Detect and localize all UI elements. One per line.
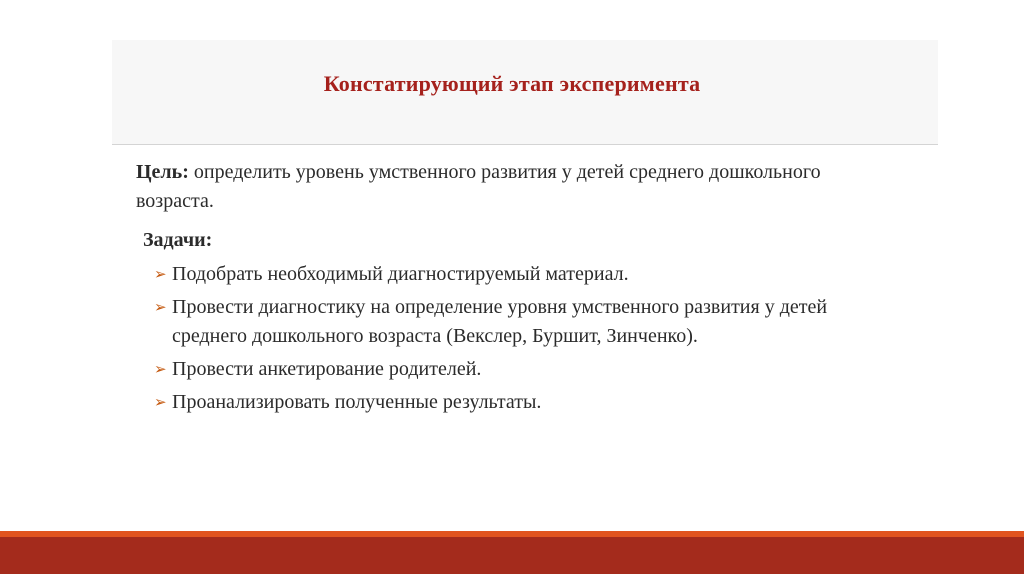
footer-bar [0, 537, 1024, 574]
goal-text: определить уровень умственного развития у детей среднего дошкольного возраста. [136, 161, 821, 212]
arrow-bullet-icon: ➢ [154, 298, 167, 316]
goal-paragraph [136, 158, 896, 216]
task-text: Подобрать необходимый диагностируемый материал. [172, 263, 629, 285]
task-item [154, 355, 854, 384]
goal-label: Цель: [136, 161, 189, 183]
arrow-bullet-icon: ➢ [154, 393, 167, 411]
slide-title: Констатирующий этап эксперимента [323, 71, 701, 96]
task-text: Провести диагностику на определение уровня умственного развития у детей среднего дошкольного возраста (Векслер, Буршит, Зинченко). [172, 296, 828, 347]
task-list [154, 260, 854, 421]
task-item [154, 293, 854, 351]
task-text: Провести анкетирование родителей. [172, 358, 482, 380]
title-divider [112, 144, 938, 145]
arrow-bullet-icon: ➢ [154, 265, 167, 283]
arrow-bullet-icon: ➢ [154, 360, 167, 378]
task-text: Проанализировать полученные результаты. [172, 391, 542, 413]
tasks-heading: Задачи: [143, 229, 213, 251]
task-item [154, 260, 854, 289]
task-item [154, 388, 854, 417]
